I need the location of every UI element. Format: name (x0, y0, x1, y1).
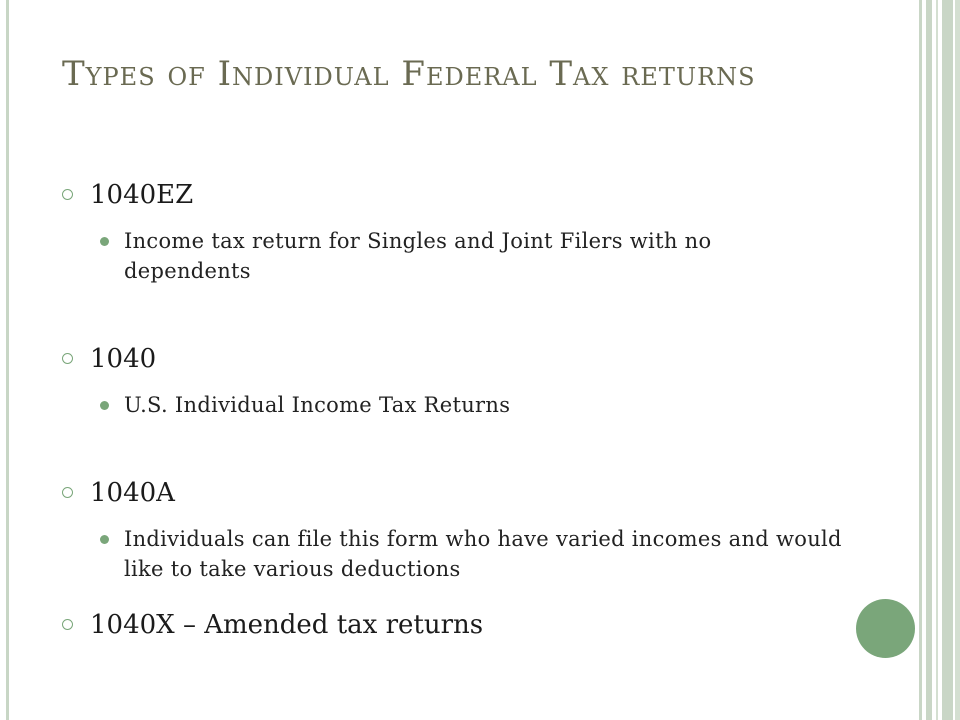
list-item (62, 342, 842, 376)
dot-bullet-icon (100, 535, 109, 544)
item-heading: 1040EZ (90, 180, 194, 210)
dot-bullet-icon (100, 401, 109, 410)
decorative-circle (856, 599, 915, 658)
right-stripe (942, 0, 953, 720)
sub-item-text: U.S. Individual Income Tax Returns (124, 393, 511, 417)
dot-bullet-icon (100, 237, 109, 246)
item-heading: 1040 (90, 344, 157, 374)
sub-item-text: Individuals can file this form who have varied incomes and would like to take various deductions (124, 527, 842, 581)
right-stripe-frame (916, 0, 960, 720)
ring-bullet-icon (62, 353, 73, 364)
sub-item (124, 524, 842, 584)
sub-item (124, 390, 842, 420)
list-item (62, 608, 842, 642)
bullet-list (62, 178, 842, 642)
sub-item-text: Income tax return for Singles and Joint Filers with no dependents (124, 229, 712, 283)
right-stripe (926, 0, 932, 720)
left-border-line (6, 0, 9, 720)
list-item (62, 476, 842, 510)
list-item (62, 178, 842, 212)
right-stripe (955, 0, 960, 720)
right-stripe (936, 0, 938, 720)
sub-item (124, 226, 842, 286)
ring-bullet-icon (62, 487, 73, 498)
item-heading: 1040A (90, 478, 175, 508)
slide-title: Types of Individual Federal Tax returns (62, 54, 756, 94)
ring-bullet-icon (62, 619, 73, 630)
right-stripe (919, 0, 922, 720)
ring-bullet-icon (62, 189, 73, 200)
item-heading: 1040X – Amended tax returns (90, 610, 484, 640)
